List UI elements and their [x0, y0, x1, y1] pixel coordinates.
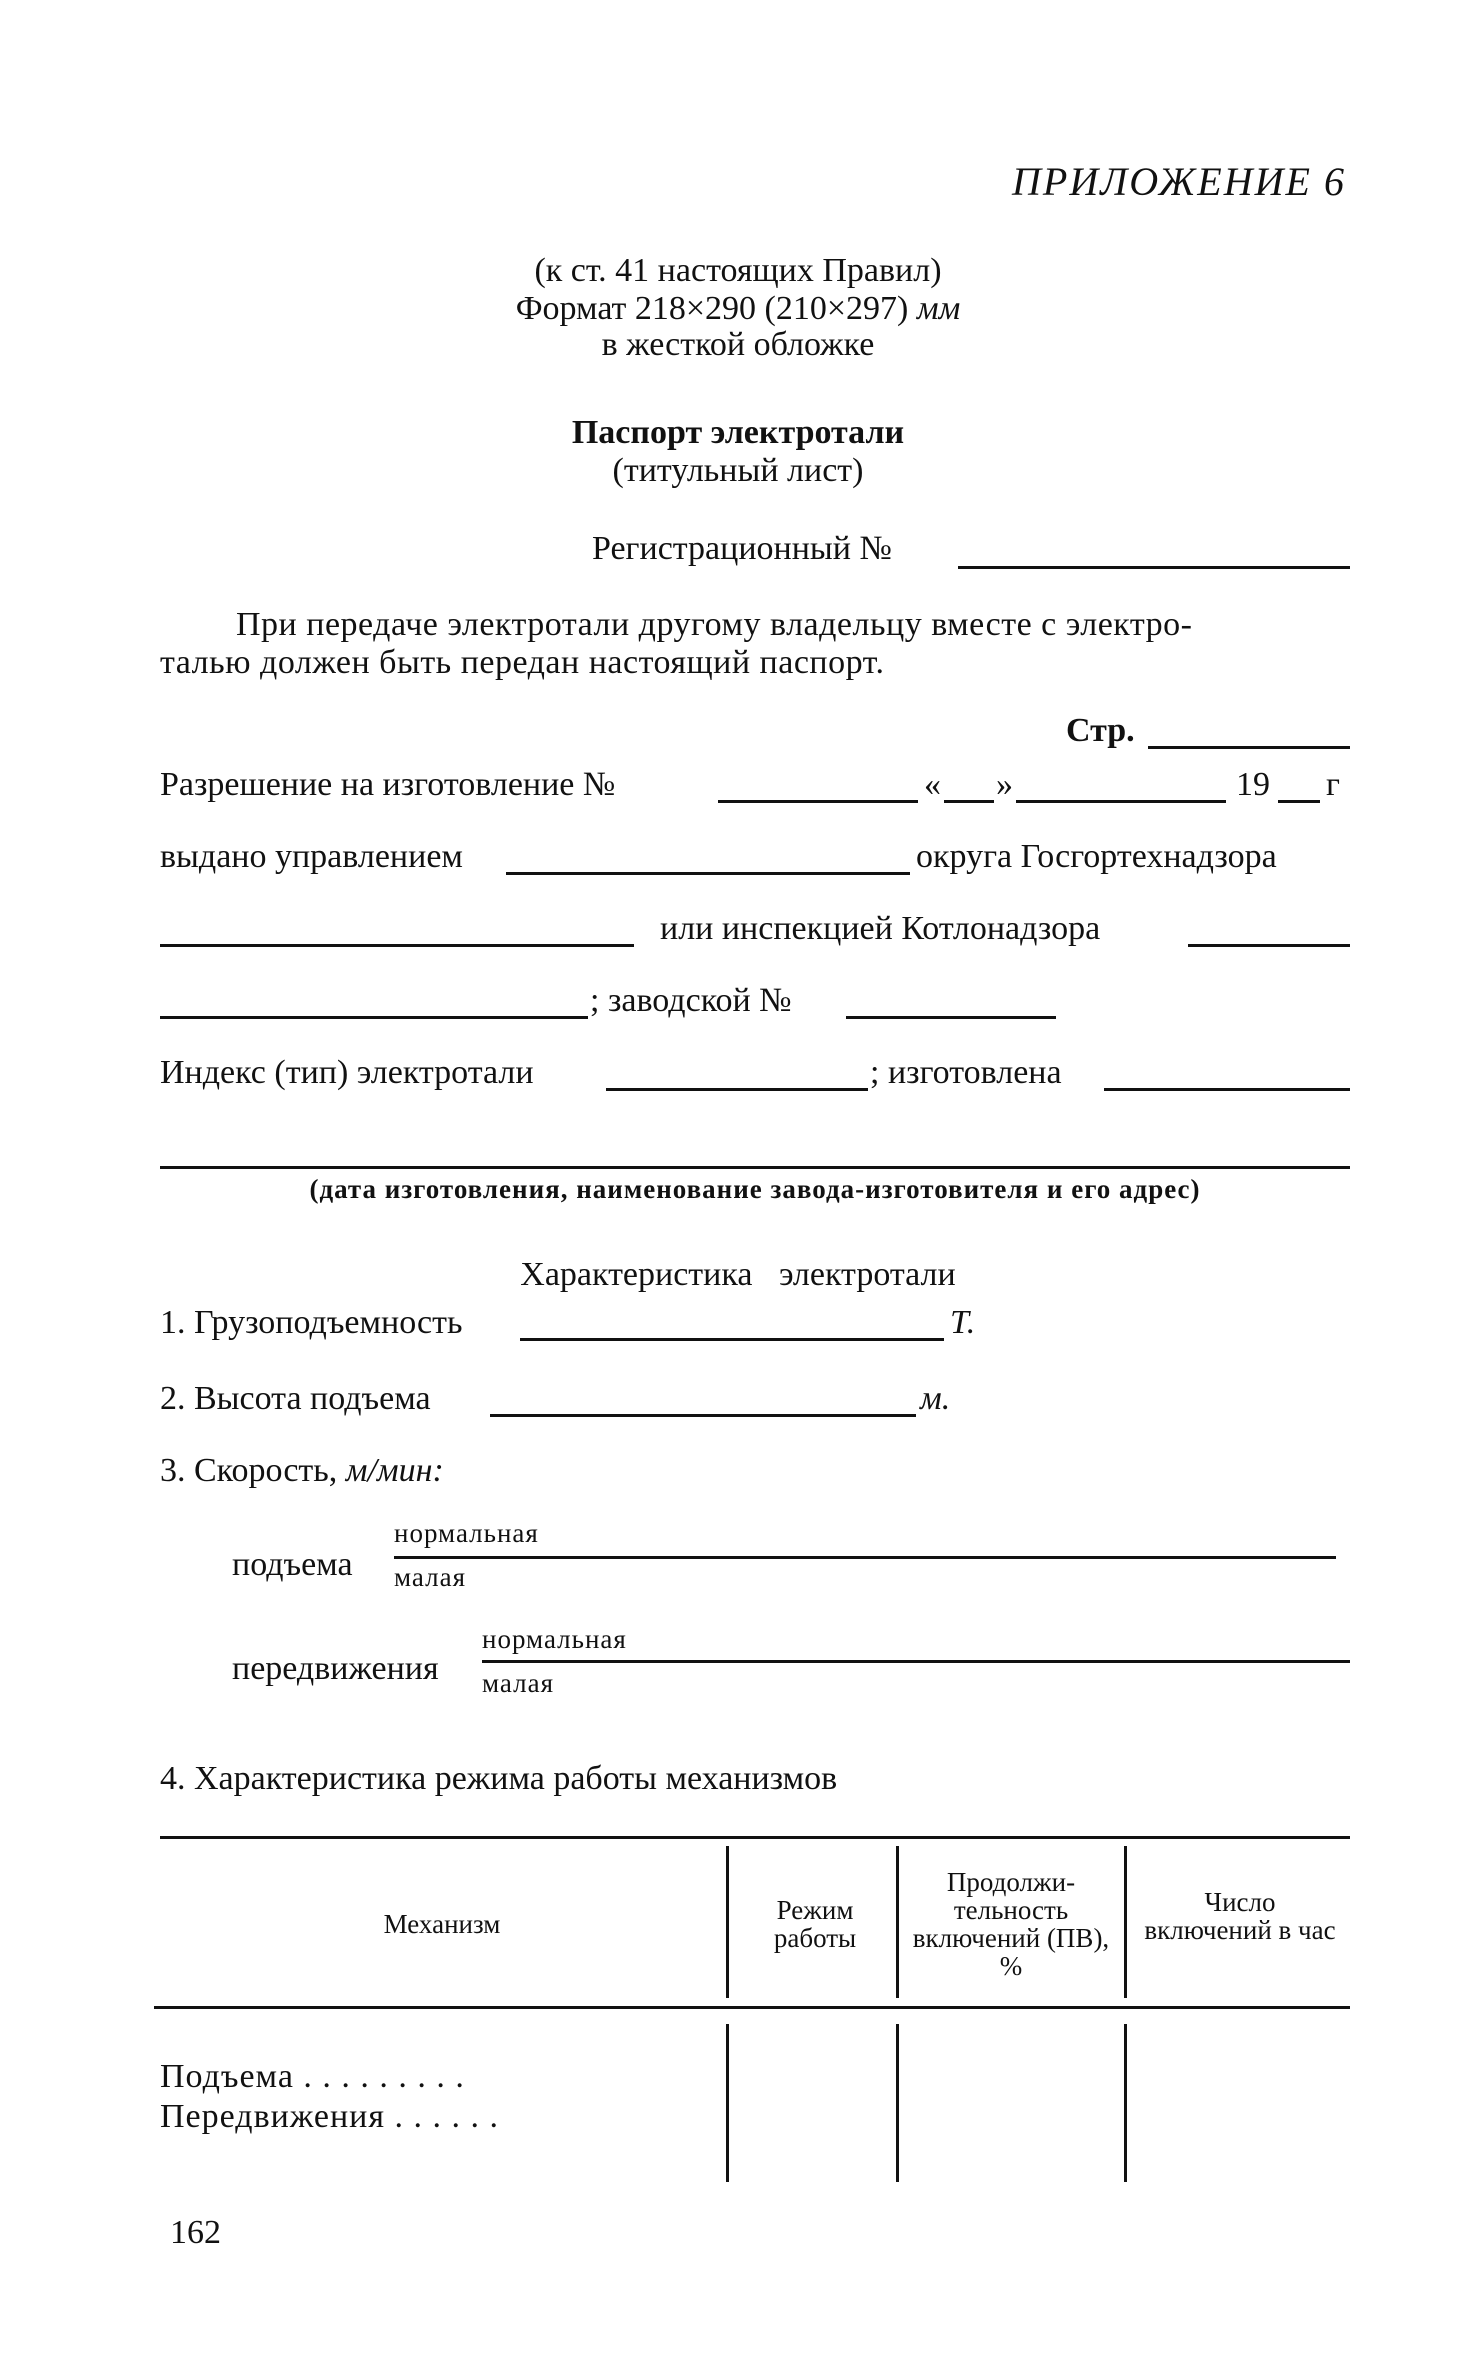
lift-speed-field[interactable]	[394, 1556, 1336, 1559]
lift-normal-label: нормальная	[394, 1518, 539, 1548]
travel-normal-label: нормальная	[482, 1624, 627, 1654]
travel-low-label: малая	[482, 1668, 554, 1698]
table-top-rule	[160, 1836, 1350, 1839]
lift-label: подъема	[232, 1546, 353, 1583]
capacity-field[interactable]	[520, 1338, 944, 1341]
page-field-label: Стр.	[1066, 712, 1135, 749]
manufacturer-details-field[interactable]	[160, 1166, 1350, 1169]
height-label: 2. Высота подъема	[160, 1380, 431, 1417]
index-field[interactable]	[606, 1088, 868, 1091]
serial-label: ; заводской №	[590, 982, 792, 1019]
manufactured-field[interactable]	[1104, 1088, 1350, 1091]
cover-note: в жесткой обложке	[601, 326, 875, 363]
permit-number-field[interactable]	[718, 800, 918, 803]
registration-label: Регистрационный №	[592, 530, 892, 567]
inspection-field[interactable]	[1188, 944, 1350, 947]
page-number: 162	[170, 2214, 221, 2251]
format-text: Формат 218×290 (210×297)	[515, 290, 917, 327]
capacity-unit: Т.	[950, 1304, 976, 1341]
col-header-switches: Число включений в час	[1144, 1887, 1336, 1945]
manufactured-label: ; изготовлена	[870, 1054, 1062, 1091]
permit-year-field[interactable]	[1278, 800, 1320, 803]
table-body-divider-2	[896, 2024, 899, 2182]
col-header-duration: Продолжи-тельность включений (ПВ), %	[912, 1867, 1110, 1981]
speed-unit: м/мин:	[345, 1452, 444, 1489]
year-prefix: 19	[1236, 766, 1270, 803]
travel-label: передвижения	[232, 1650, 439, 1687]
inspection-label: или инспекцией Котлонадзора	[660, 910, 1101, 947]
table-divider-1	[726, 1846, 729, 1998]
table-row-travel: Передвижения . . . . . .	[160, 2098, 499, 2135]
issued-by-field[interactable]	[506, 872, 910, 875]
speed-line	[160, 1452, 444, 1490]
col-header-mechanism: Механизм	[383, 1909, 501, 1939]
mode-heading: 4. Характеристика режима работы механизмов	[160, 1760, 838, 1797]
document-subtitle: (титульный лист)	[612, 452, 864, 489]
permit-day-field[interactable]	[944, 800, 994, 803]
registration-field[interactable]	[958, 566, 1350, 569]
rule-reference: (к ст. 41 настоящих Правил)	[534, 252, 942, 289]
speed-label: 3. Скорость,	[160, 1452, 346, 1489]
table-header-rule	[154, 2006, 1350, 2009]
issued-by-label: выдано управлением	[160, 838, 463, 875]
permit-month-field[interactable]	[1016, 800, 1226, 803]
manufacturer-caption: (дата изготовления, наименование завода-изготовителя и его адрес)	[309, 1174, 1201, 1204]
notice-line-2: талью должен быть передан настоящий паспорт.	[160, 644, 885, 681]
inspection-name-field[interactable]	[160, 1016, 588, 1019]
appendix-label: ПРИЛОЖЕНИЕ 6	[1012, 159, 1346, 204]
table-row-lift: Подъема . . . . . . . . .	[160, 2058, 465, 2095]
year-suffix: г	[1326, 766, 1340, 803]
characteristics-heading: Характеристика электротали	[520, 1256, 956, 1293]
serial-number-field[interactable]	[846, 1016, 1056, 1019]
document-title: Паспорт электротали	[571, 414, 905, 451]
table-divider-3	[1124, 1846, 1127, 1998]
table-body-divider-3	[1124, 2024, 1127, 2182]
travel-speed-field[interactable]	[482, 1660, 1350, 1663]
quote-open: «	[924, 766, 941, 803]
index-label: Индекс (тип) электротали	[160, 1054, 534, 1091]
lift-low-label: малая	[394, 1562, 466, 1592]
table-body-divider-1	[726, 2024, 729, 2182]
district-name-field[interactable]	[160, 944, 634, 947]
quote-close: »	[996, 766, 1013, 803]
permit-label: Разрешение на изготовление №	[160, 766, 616, 803]
col-header-mode: Режим работы	[773, 1895, 857, 1953]
height-field[interactable]	[490, 1414, 916, 1417]
format-line	[0, 290, 1476, 328]
table-divider-2	[896, 1846, 899, 1998]
notice-line-1: При передаче электротали другому владельцу вместе с электро-	[236, 606, 1193, 643]
capacity-label: 1. Грузоподъемность	[160, 1304, 463, 1341]
page-field[interactable]	[1148, 746, 1350, 749]
height-unit: м.	[920, 1380, 951, 1417]
district-label: округа Госгортехнадзора	[916, 838, 1277, 875]
format-unit: мм	[916, 290, 961, 327]
